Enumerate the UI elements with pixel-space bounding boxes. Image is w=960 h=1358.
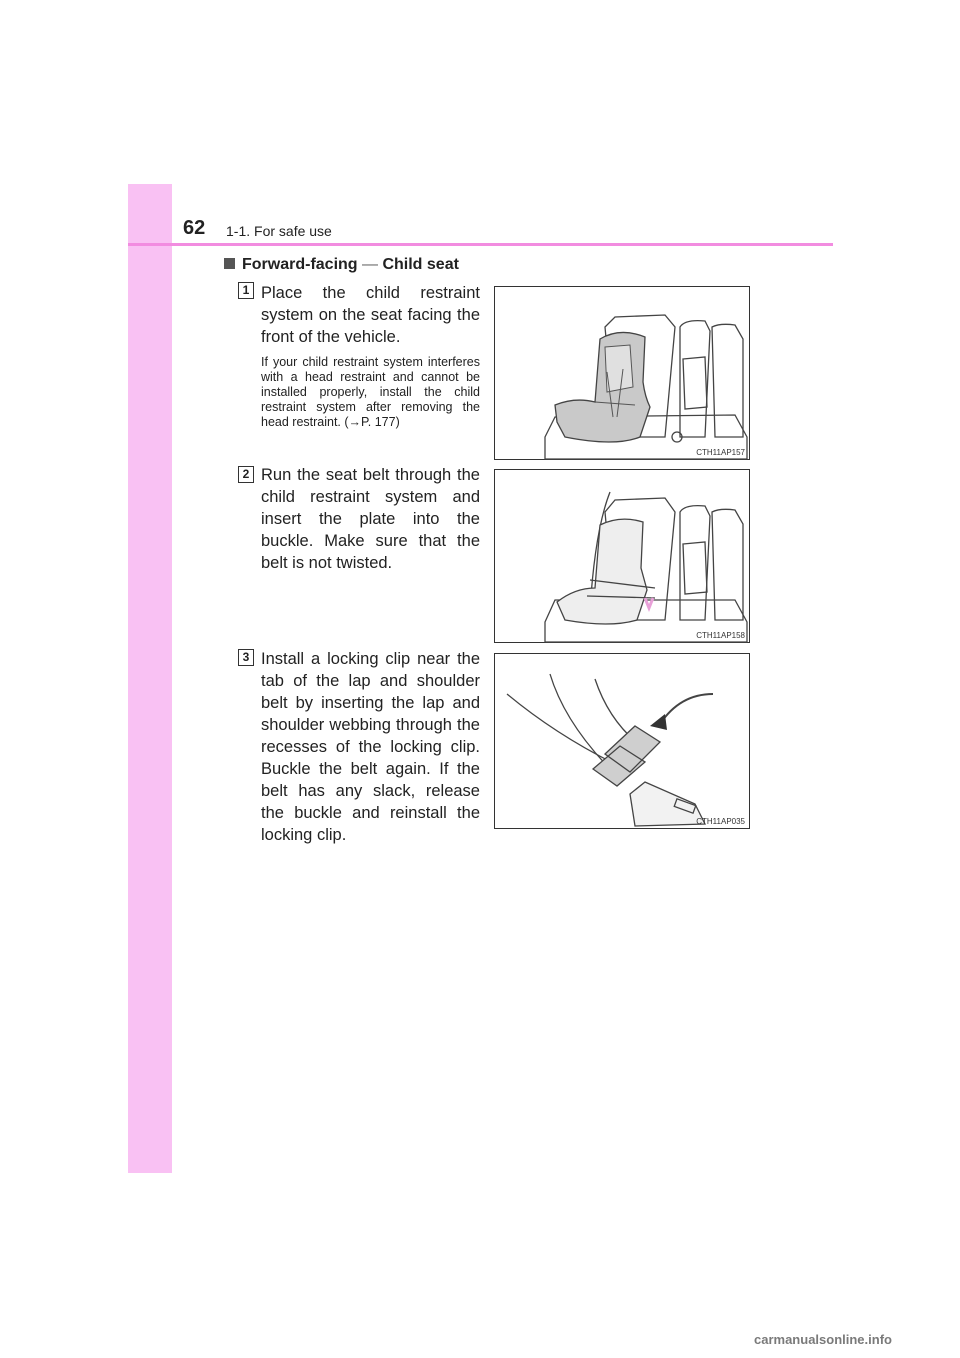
- step-2-text: Run the seat belt through the child restraint system and insert the plate into the buckle. Make sure that the belt is not twisted.: [261, 466, 480, 572]
- step-2-badge: 2: [238, 466, 254, 483]
- figure-seat-belt-routing: [494, 469, 750, 643]
- bullet-square-icon: [224, 258, 235, 269]
- step-3-badge: 3: [238, 649, 254, 666]
- figure-locking-clip: [494, 653, 750, 829]
- heading-dash: —: [357, 256, 383, 273]
- step-3-text: Install a locking clip near the tab of the lap and shoulder belt by inserting the lap and shoulder webbing through the recesses of the locking clip. Buckle the belt again. If the belt has any slack, release the buckle and reinstall the locking clip.: [261, 650, 480, 844]
- watermark: carmanualsonline.info: [754, 1332, 892, 1347]
- header-rule: [128, 243, 833, 246]
- page-number: 62: [183, 217, 206, 239]
- step-1-badge: 1: [238, 282, 254, 299]
- heading-subtitle: Child seat: [382, 256, 459, 273]
- section-heading: [224, 256, 459, 274]
- section-title: 1-1. For safe use: [226, 223, 332, 239]
- figure-code: CTH11AP035: [696, 817, 745, 826]
- figure-code: CTH11AP157: [696, 448, 745, 457]
- step-1-text: Place the child restraint system on the seat facing the front of the vehicle.: [261, 284, 480, 346]
- heading-title: Forward-facing: [242, 256, 358, 273]
- figure-code: CTH11AP158: [696, 631, 745, 640]
- figure-child-seat-placement: [494, 286, 750, 460]
- locking-clip-illustration: [495, 654, 751, 830]
- child-seat-illustration: [495, 287, 751, 461]
- step-1-note: If your child restraint system interferes with a head restraint and cannot be installed properly, install the child restraint system after removing the head restraint. (→P. 177): [261, 355, 480, 429]
- seat-belt-illustration: [495, 470, 751, 644]
- side-tab-bar: [128, 184, 172, 1173]
